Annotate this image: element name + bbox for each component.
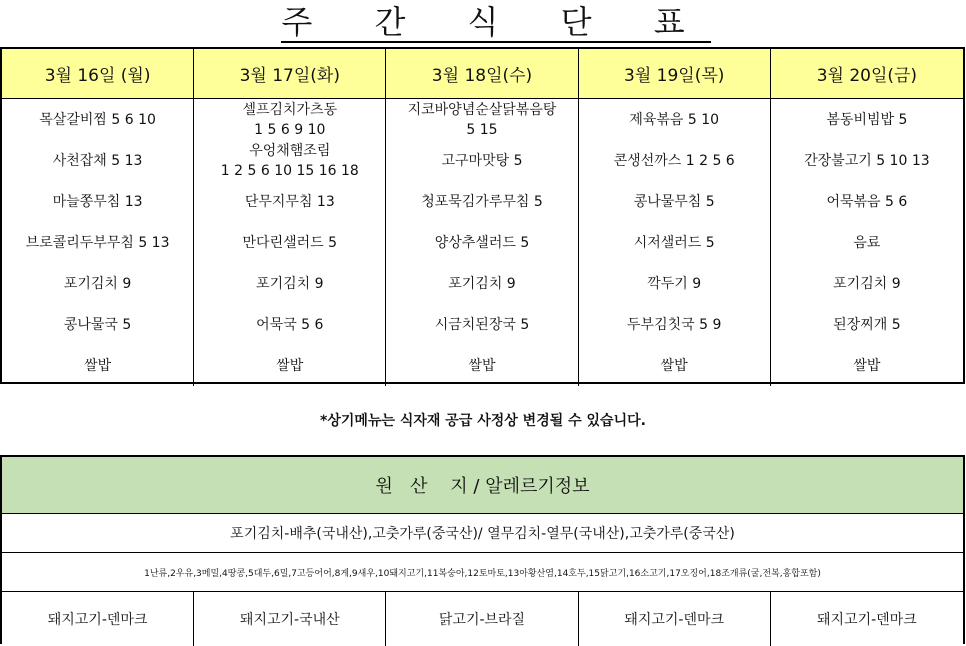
dish-item: 쌀밥 [276, 357, 304, 374]
dish-item: 포기김치 9 [256, 275, 324, 292]
dish-item: 봄동비빔밥 5 [826, 111, 908, 128]
dish-item: 쌀밥 [84, 357, 112, 374]
dish-item: 사천잡채 5 13 [52, 152, 143, 169]
allergy-legend: 1난류,2우유,3메밀,4땅콩,5대두,6밀,7고등어어,8게,9새우,10돼지고기,11복숭아,12토마토,13아황산염,14호두,15닭고기,16소고기,17오징어,18조개류(굴,전복,홍합포함) [2, 553, 963, 592]
dish-item: 쌀밥 [660, 357, 688, 374]
day-column-wed [386, 99, 578, 386]
dish-item: 콩나물국 5 [63, 316, 132, 333]
dish-item: 브로콜리두부무침 5 13 [25, 234, 170, 251]
meat-origin-thu: 돼지고기-덴마크 [579, 592, 771, 646]
day-header-mon: 3월 16일 (월) [2, 49, 194, 99]
day-column-thu [579, 99, 771, 386]
dish-item: 만다린샐러드 5 [242, 234, 338, 251]
dish-item: 포기김치 9 [448, 275, 516, 292]
day-header-wed: 3월 18일(수) [386, 49, 578, 99]
dish-item: 고구마맛탕 5 [441, 152, 523, 169]
dish-item: 지코바양념순살닭볶음탕 5 15 [407, 101, 557, 138]
dish-item: 포기김치 9 [833, 275, 901, 292]
dish-item: 포기김치 9 [63, 275, 132, 292]
weekly-menu-table [0, 47, 965, 384]
origin-header: 원 산 지 / 알레르기정보 [2, 457, 963, 514]
dish-item: 단무지무침 13 [244, 193, 335, 210]
dish-item: 마늘쫑무침 13 [52, 193, 143, 210]
dish-item: 목살갈비찜 5 6 10 [39, 111, 156, 128]
dish-item: 어묵볶음 5 6 [826, 193, 908, 210]
dish-item: 양상추샐러드 5 [434, 234, 530, 251]
menu-change-notice: *상기메뉴는 식자재 공급 사정상 변경될 수 있습니다. [320, 413, 646, 429]
dish-item: 셀프김치가츠동 1 5 6 9 10 [242, 101, 338, 138]
title-text: 주 간 식 단 표 [281, 3, 711, 41]
kimchi-origin: 포기김치-배추(국내산),고춧가루(중국산)/ 열무김치-열무(국내산),고춧가루(중국산) [2, 514, 963, 553]
dish-item: 된장찌개 5 [833, 316, 901, 333]
page-title [0, 0, 966, 42]
dish-item: 어묵국 5 6 [256, 316, 324, 333]
dish-item: 두부김칫국 5 9 [627, 316, 722, 333]
origin-allergy-table [0, 455, 965, 644]
day-header-thu: 3월 19일(목) [579, 49, 771, 99]
dish-item: 콩나물무침 5 [633, 193, 715, 210]
dish-item: 쌀밥 [853, 357, 881, 374]
meat-origin-wed: 닭고기-브라질 [386, 592, 578, 646]
dish-item: 간장불고기 5 10 13 [804, 152, 930, 169]
day-header-fri: 3월 20일(금) [771, 49, 963, 99]
day-column-fri [771, 99, 963, 386]
dish-item: 우엉채햄조림 1 2 5 6 10 15 16 18 [220, 142, 359, 179]
dish-item: 제육볶음 5 10 [629, 111, 720, 128]
meat-origin-mon: 돼지고기-덴마크 [2, 592, 194, 646]
dish-item: 깍두기 9 [647, 275, 702, 292]
day-column-tue [194, 99, 386, 386]
dish-item: 쌀밥 [468, 357, 496, 374]
dish-item: 청포묵김가루무침 5 [421, 193, 543, 210]
meat-origin-tue: 돼지고기-국내산 [194, 592, 386, 646]
day-header-tue: 3월 17일(화) [194, 49, 386, 99]
day-column-mon [2, 99, 194, 386]
dish-item: 음료 [853, 234, 881, 251]
dish-item: 시금치된장국 5 [434, 316, 530, 333]
meat-origin-fri: 돼지고기-덴마크 [817, 612, 917, 628]
dish-item: 콘생선까스 1 2 5 6 [613, 152, 735, 169]
dish-item: 시저샐러드 5 [633, 234, 715, 251]
meat-origin-row [2, 592, 963, 646]
